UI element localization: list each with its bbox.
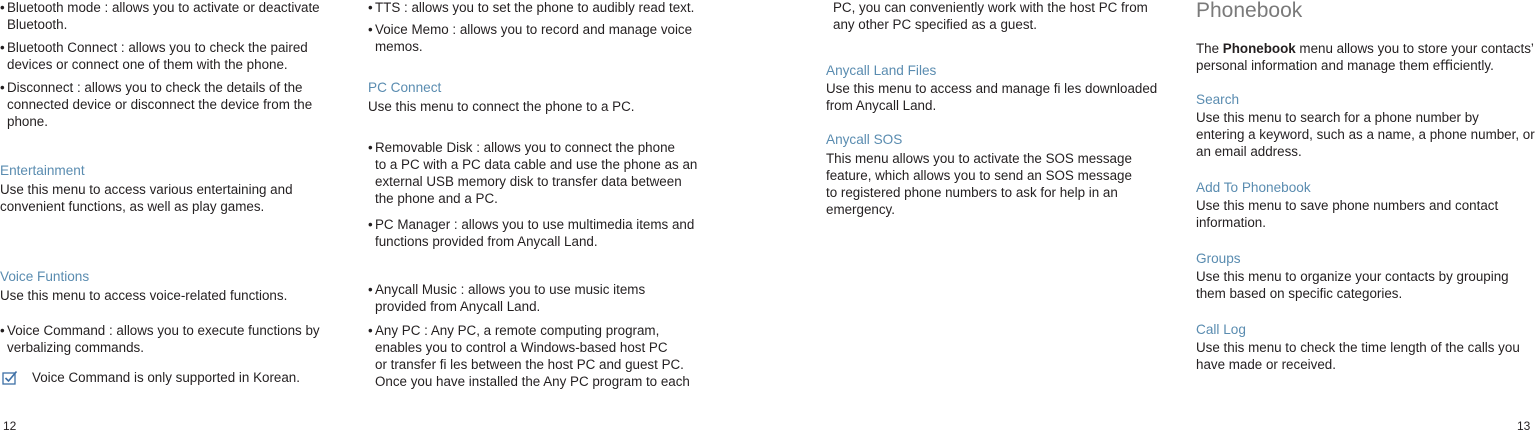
voice-functions-body: Use this menu to access voice-related functions. [0,288,288,303]
groups-body: Use this menu to organize your contacts by grouping them based on speciﬁc categories. [1196,269,1509,301]
anycall-sos-heading: Anycall SOS [826,132,903,147]
call-log-heading: Call Log [1196,322,1246,337]
tts-item: • TTS : allows you to set the phone to audibly read text. [368,0,713,16]
search-body: Use this menu to search for a phone number by entering a keyword, such as a name, a phone number, or an email address. [1196,110,1535,159]
voice-memo-item: • Voice Memo : allows you to record and manage voice memos. [368,21,713,55]
bluetooth-connect-item: • Bluetooth Connect : allows you to check the paired devices or connect one of them with the phone. [0,39,345,73]
phonebook-intro [1196,40,1535,74]
page-number-left: 12 [3,419,17,431]
entertainment-body: Use this menu to access various entertaining and convenient functions, as well as play games. [0,182,293,214]
voice-functions-heading: Voice Funtions [0,269,90,284]
intro-rest: menu allows you to store your contacts’ personal information and manage them eﬃciently. [1196,41,1534,73]
phonebook-title: Phonebook [1196,0,1303,22]
intro-prefix: The [1196,41,1223,56]
entertainment-heading: Entertainment [0,163,85,178]
bluetooth-mode-item: • Bluetooth mode : allows you to activate or deactivate Bluetooth. [0,0,345,33]
pc-connect-body: Use this menu to connect the phone to a PC. [368,99,635,114]
pc-connect-heading: PC Connect [368,80,442,95]
disconnect-item: • Disconnect : allows you to check the details of the connected device or disconnect the device from the phone. [0,79,345,130]
voice-command-note: Voice Command is only supported in Korean. [32,370,300,385]
add-to-phonebook-body: Use this menu to save phone numbers and contact information. [1196,198,1499,230]
anycall-sos-body: This menu allows you to activate the SOS message feature, which allows you to send an SOS message to registered phone numbers to ask for help in an emergency. [826,151,1132,217]
page-number-right: 13 [1517,419,1531,431]
groups-heading: Groups [1196,251,1241,266]
anycall-land-files-body: Use this menu to access and manage ﬁ les downloaded from Anycall Land. [826,81,1158,113]
voice-command-item: • Voice Command : allows you to execute functions by verbalizing commands. [0,322,345,356]
intro-bold: Phonebook [1222,41,1296,56]
add-to-phonebook-heading: Add To Phonebook [1196,180,1311,195]
anycall-music-item: • Anycall Music : allows you to use music items provided from Anycall Land. [368,281,713,315]
any-pc-item: • Any PC : Any PC, a remote computing program, enables you to control a Windows-based host PC or transfer ﬁ les between the host PC and guest PC. Once you have installed the Any PC program to each [368,322,713,390]
pc-manager-item: • PC Manager : allows you to use multimedia items and functions provided from Anycall Land. [368,216,713,250]
removable-disk-item: • Removable Disk : allows you to connect the phone to a PC with a PC data cable and use the phone as an external USB memory disk to transfer data between the phone and a PC. [368,139,713,207]
call-log-body: Use this menu to check the time length of the calls you have made or received. [1196,340,1520,372]
anycall-land-files-heading: Anycall Land Files [826,63,937,78]
checkbox-note-icon [2,370,18,385]
any-pc-continued: PC, you can conveniently work with the host PC from any other PC speciﬁed as a guest. [833,0,1148,32]
search-heading: Search [1196,92,1240,107]
